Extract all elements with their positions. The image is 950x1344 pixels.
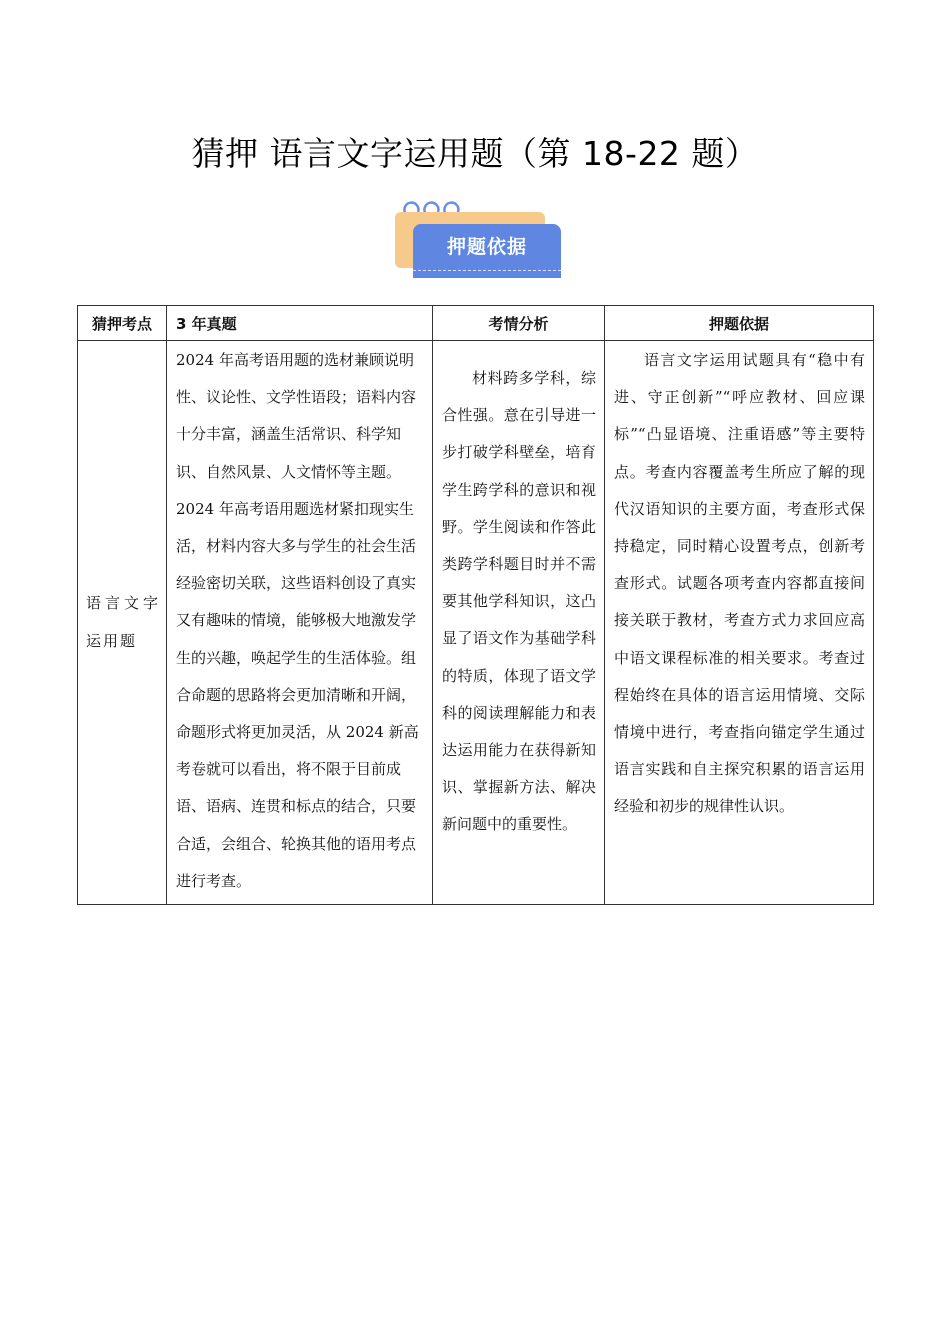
basis-text: 语言文字运用试题具有“稳中有进、守正创新”“呼应教材、回应课标”“凸显语境、注重语感”等主要特点。考查内容覆盖考生所应了解的现代汉语知识的主要方面，考查形式保持稳定，同时精心设置考点，创新考查形式。试题各项考查内容都直接间接关联于教材，考查方式力求回应高中语文课程标准的相关要求。考查过程始终在具体的语言运用情境、交际情境中进行，考查指向锚定学生通过语言实践和自主探究积累的语言运用经验和初步的规律性认识。 xyxy=(614,351,865,816)
analysis-text: 材料跨多学科，综合性强。意在引导进一步打破学科壁垒，培育学生跨学科的意识和视野。学生阅读和作答此类跨学科题目时并不需要其他学科知识，这凸显了语文作为基础学科的特质，体现了语文学科的阅读理解能力和表达运用能力在获得新知识、掌握新方法、解决新问题中的重要性。 xyxy=(442,369,596,834)
badge-dashed-line xyxy=(413,270,561,271)
section-badge xyxy=(393,198,563,282)
cell-topic xyxy=(78,341,167,905)
header-topic: 猜押考点 xyxy=(78,306,167,341)
cell-basis xyxy=(605,341,874,905)
real-exam-text: 2024 年高考语用题的选材兼顾说明性、议论性、文学性语段；语料内容十分丰富，涵盖生活常识、科学知识、自然风景、人文情怀等主题。2024 年高考语用题选材紧扣现实生活，材料内容大多与学生的社会生活经验密切关联，这些语料创设了真实又有趣味的情境，能够极大地激发学生的兴趣，唤起学生的生活体验。组合命题的思路将会更加清晰和开阔，命题形式将更加灵活，从 2024 新高考卷就可以看出，将不限于目前成语、语病、连贯和标点的结合，只要合适，会组合、轮换其他的语用考点进行考查。 xyxy=(176,351,419,890)
topic-text: 语言文字运用题 xyxy=(86,594,160,650)
header-analysis: 考情分析 xyxy=(433,306,605,341)
cell-real-exam xyxy=(167,341,433,905)
table-row xyxy=(78,341,874,905)
prediction-table xyxy=(77,305,874,905)
cell-analysis xyxy=(433,341,605,905)
header-real-exam: 3 年真题 xyxy=(167,306,433,341)
badge-label: 押题依据 xyxy=(446,236,527,258)
page-title: 猜押 语言文字运用题（第 18-22 题） xyxy=(191,134,759,173)
table-header-row xyxy=(78,306,874,341)
header-basis: 押题依据 xyxy=(605,306,874,341)
